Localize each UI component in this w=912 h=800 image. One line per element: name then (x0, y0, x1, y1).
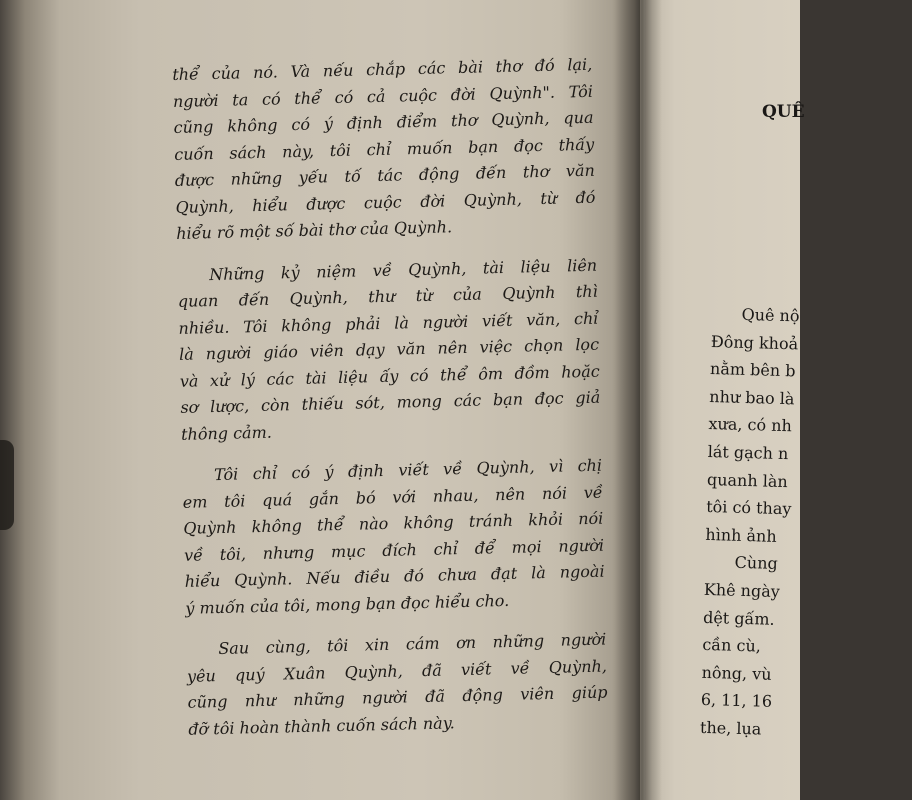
text-line: là người giáo viên dạy văn nên việc chọn lọc (178, 334, 600, 364)
text-line: thể của nó. Và nếu chắp các bài thơ đó lại, (172, 54, 593, 84)
text-line: người ta có thể có cả cuộc đời Quỳnh". Tôi (172, 81, 594, 111)
text-line: quan đến Quỳnh, thư từ của Quỳnh thì (177, 281, 598, 311)
paragraph (172, 52, 596, 248)
paragraph (186, 627, 608, 743)
text-line: dệt gấm. (702, 607, 775, 629)
text-line: hiểu Quỳnh. Nếu điều đó chưa đạt là ngoài (184, 561, 605, 591)
text-line: nhiều. Tôi không phải là người viết văn, chỉ (178, 308, 599, 338)
text-line: 6, 11, 16 (700, 690, 773, 712)
text-line: the, lụa (699, 717, 762, 739)
text-line: Sau cùng, tôi xin cám ơn những người (218, 629, 607, 659)
text-line: Cùng (734, 553, 779, 574)
text-line: Quê nộ (741, 304, 800, 326)
paragraph (177, 252, 601, 448)
text-line: hình ảnh (705, 524, 777, 546)
text-line: Quỳnh, hiểu được cuộc đời Quỳnh, từ đó (175, 187, 596, 217)
right-page-chapter-title: QUÊ (762, 102, 805, 122)
text-line: em tôi quá gắn bó với nhau, nên nói về (182, 482, 603, 512)
text-line: quanh làn (706, 469, 788, 491)
right-page-body (700, 300, 912, 747)
text-line: Quỳnh không thể nào không tránh khỏi nói (183, 508, 604, 538)
text-line: Đông khoả (710, 331, 799, 354)
text-line: xưa, có nh (708, 414, 793, 436)
text-line: và xử lý các tài liệu ấy có thể ôm đồm hoặc (179, 361, 600, 391)
left-page-body (172, 52, 609, 758)
page-edge-shadow (0, 440, 14, 530)
text-line: về tôi, nhưng mục đích chỉ để mọi người (183, 535, 605, 565)
text-line: yêu quý Xuân Quỳnh, đã viết về Quỳnh, (186, 656, 608, 686)
text-line: cần cù, (702, 634, 762, 656)
text-line: nằm bên b (709, 359, 796, 381)
text-line: tôi có thay (705, 497, 792, 519)
text-line: ý muốn của tôi, mong bạn đọc hiểu cho. (185, 590, 510, 618)
text-line: Khê ngày (703, 579, 781, 601)
text-line: sơ lược, còn thiếu sót, mong các bạn đọc giả (180, 387, 601, 417)
paragraph (182, 453, 606, 622)
text-line: đỡ tôi hoàn thành cuốn sách này. (188, 712, 455, 739)
text-line: cũng không có ý định điểm thơ Quỳnh, qua (173, 107, 594, 137)
text-line: nông, vù (701, 662, 772, 684)
text-line: Những kỷ niệm về Quỳnh, tài liệu liên (208, 255, 598, 284)
text-line: được những yếu tố tác động đến thơ văn (174, 160, 596, 190)
text-line: cuốn sách này, tôi chỉ muốn bạn đọc thấy (174, 134, 595, 164)
book-gutter (612, 0, 662, 800)
text-line: Tôi chỉ có ý định viết về Quỳnh, vì chị (213, 455, 603, 485)
text-line: cũng như những người đã động viên giúp (187, 682, 608, 712)
text-line: thông cảm. (180, 422, 273, 444)
text-line: như bao là (709, 386, 795, 409)
text-line: hiểu rõ một số bài thơ của Quỳnh. (175, 217, 453, 243)
text-line: lát gạch n (707, 441, 789, 464)
